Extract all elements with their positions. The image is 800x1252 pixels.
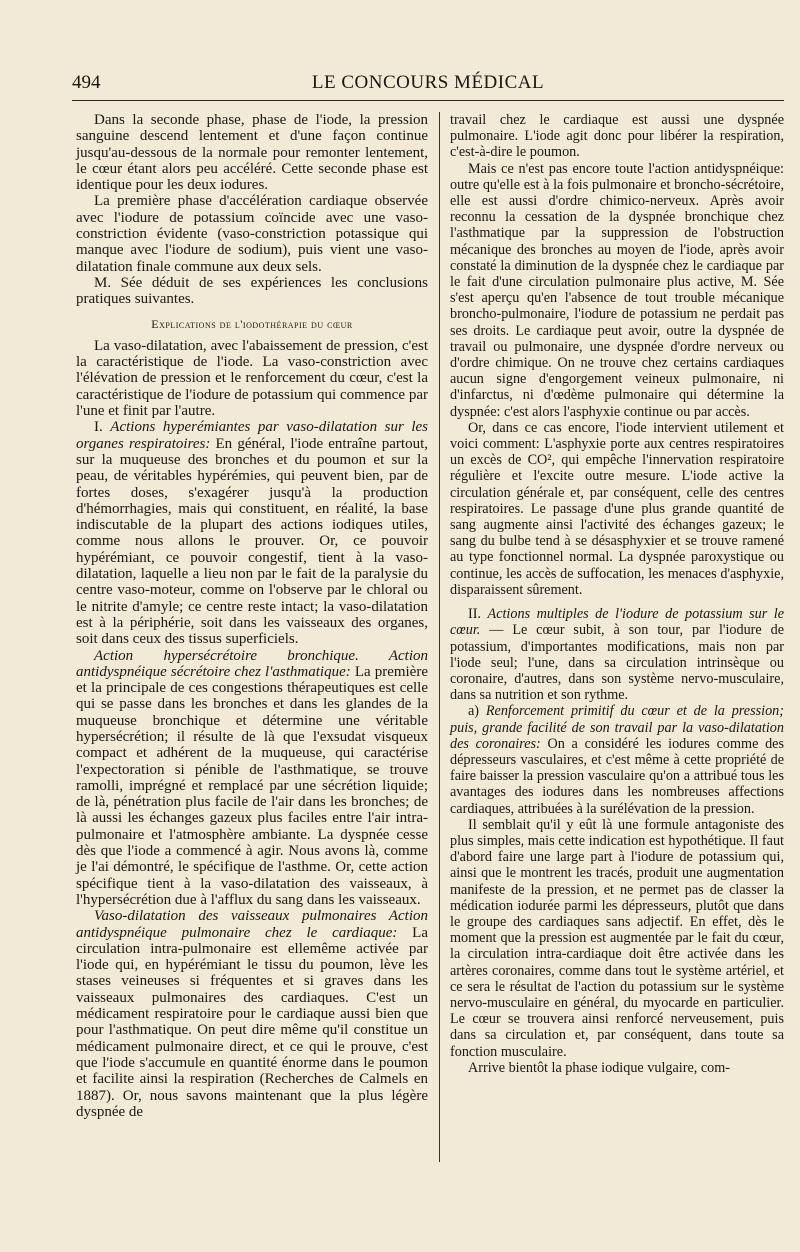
right-column — [450, 112, 784, 1076]
subsection-letter: a) — [468, 703, 486, 720]
paragraph — [76, 908, 428, 1120]
subsection-title: Vaso-dilatation des vaisseaux pulmonaires Action antidyspnéique pulmonaire chez le cardiaque: — [76, 908, 428, 941]
paragraph — [450, 606, 784, 703]
page-number: 494 — [72, 72, 101, 93]
section-number: II. — [468, 606, 488, 623]
subsection-title: Action hypersécrétoire bronchique. Action antidyspnéique sécrétoire chez l'asthmatique: — [76, 647, 428, 680]
paragraph: Arrive bientôt la phase iodique vulgaire, com- — [468, 1059, 730, 1076]
paragraph-text: En général, l'iode entraîne partout, sur la muqueuse des bronches et du poumon et sur la peau, de véritables hypérémies, qui peuvent bien, par de fortes doses, s'exagérer jusqu'à la production d'hémorrhagies, mais qui constituent, en réalité, la base indiscutable de la plupart des actions iodiques utiles, comme nous allons le prouver. Or, ce pouvoir hypérémiant, ce pouvoir congestif, tient à la vaso-dilatation, laquelle a lieu non par le fait de la paralysie du centre vaso-moteur, comme on l'observe par le chloral ou le nitrite d'amyle; ce centre reste intact; la vaso-dilatation est à la périphérie, soit dans les vaisseaux des organes, soit dans ceux des tissus superficiels. — [76, 435, 428, 648]
paragraph: Or, dans ce cas encore, l'iode intervient utilement et voici comment: L'asphyxie porte aux centres respiratoires un excès de CO², qui empêche l'innervation respiratoire régulière et l'excite outre mesure. L'iode active la circulation générale et, par conséquent, celle des centres respiratoires. Le passage d'une plus grande quantité de sang augmente ainsi l'activité des échanges gazeux; le sang du bulbe tend à se désasphyxier et se trouve ramené au type fonctionnel normal. La dyspnée paroxystique ou continue, les accès de suffocation, les menaces d'asphyxie, disparaissent sûrement. — [450, 419, 784, 598]
header-rule — [72, 100, 784, 101]
paragraph: La première phase d'accélération cardiaque observée avec l'iodure de potassium coïncide avec une vaso-constriction évidente (vaso-constriction potassique qui manque avec l'iodure de sodium), puis vient une vaso-dilatation finale commune aux deux sels. — [76, 193, 428, 275]
column-separator — [439, 112, 440, 1162]
paragraph-text: La circulation intra-pulmonaire est ellemême activée par l'iode qui, en hypérémiant le tissu du poumon, lève les stases veineuses si fréquentes et si graves dans les vaisseaux pulmonaires des cardiaques. C'est un médicament respiratoire pour le cardiaque aussi bien que pour l'asthmatique. On peut dire même qu'il constitue un médicament pulmonaire direct, et ce qui le prouve, c'est que l'iode s'accumule en quantité énorme dans le poumon et facilite ainsi la respiration (Recherches de Calmels en 1887). Or, nous savons maintenant que la plus légère dyspnée de — [76, 924, 428, 1120]
paragraph: M. Sée déduit de ses expériences les conclusions pratiques suivantes. — [76, 274, 428, 308]
left-column — [76, 112, 428, 1120]
paragraph — [76, 648, 428, 909]
paragraph: travail chez le cardiaque est aussi une dyspnée pulmonaire. L'iode agit donc pour libérer la respiration, c'est-à-dire le poumon. — [450, 112, 784, 161]
paragraph — [76, 419, 428, 647]
paragraph: Dans la seconde phase, phase de l'iode, la pression sanguine descend lentement et d'une façon continue jusqu'au-dessous de la normale pour remonter lentement, le cœur étant alors peu accéléré. Cette seconde phase est identique pour les deux iodures. — [76, 112, 428, 194]
subsection-title: Renforcement primitif du cœur et de la pression; puis, grande facilité de son travail par la vaso-dilatation des coronaires: — [450, 703, 784, 752]
section-number: I. — [94, 419, 111, 436]
journal-title: LE CONCOURS MÉDICAL — [311, 72, 545, 93]
paragraph-text: On a considéré les iodures comme des dépresseurs vasculaires, et c'est même à cette propriété de faire baisser la pression vasculaire qu'on a attribué tous les avantages des iodures dans les nombreuses affections cardiaques, attribuées à la surélévation de la pression. — [450, 735, 784, 817]
paragraph — [450, 703, 784, 816]
paragraph: Il semblait qu'il y eût là une formule antagoniste des plus simples, mais cette indication est hypothétique. Il faut d'abord faire une large part à l'iodure de potassium qui, ainsi que le montrent les tracés, produit une augmentation manifeste de la pression, et ne permet pas de classer la médication iodurée parmi les dépresseurs, plutôt que dans le groupe des cardiaques sans adjectif. En effet, dès le moment que la pression est augmentée par le fait du cœur, la circulation intra-cardiaque doit être activée dans les artères coronaires, comme dans tout le système artériel, et ce sera le résultat de l'action du potassium sur le système nervo-musculaire en général, du myocarde en particulier. Le cœur se trouvera ainsi renforcé nerveusement, puis dans sa circulation et, par conséquent, dans toute sa fonction musculaire. — [450, 816, 784, 1060]
spacer — [450, 598, 784, 606]
subsection-title: Actions multiples de l'iodure de potassium sur le cœur. — [450, 606, 784, 639]
paragraph-text: — Le cœur subit, à son tour, par l'iodure de potassium, d'importantes modifications, mais non par l'iode seul; l'une, dans sa circulation intrinsèque ou coronaire, d'autres, dans son système nervo-musculaire, dans sa nutrition et son rythme. — [450, 622, 784, 704]
section-title: Explications de l'iodothérapie du cœur — [151, 316, 353, 331]
paragraph-text: La première et la principale de ces congestions thérapeutiques est celle qui se passe dans les bronches et dans les glandes de la muqueuse bronchique et détermine une véritable hypersécrétion; il résulte de là que l'exsudat visqueux compact et adhérent de la muqueuse, qui caractérise l'expectoration si pénible de l'asthmatique, se trouve ramolli, imprégné et remplacé par une sécrétion liquide; de là, pénétration plus facile de l'air dans les bronches; de là aussi les échanges gazeux plus faciles entre l'air intra-pulmonaire et l'atmosphère ambiante. La dyspnée cesse dès que l'iode a commencé à agir. Nous avons là, comme je l'ai démontré, le spécifique de l'asthme. Or, cette action spécifique tient à la vaso-dilatation des vaisseaux, à l'hypersécrétion due à l'afflux du sang dans les vaisseaux. — [76, 663, 428, 908]
page-header — [72, 68, 784, 98]
subsection-title: Actions hyperémiantes par vaso-dilatation sur les organes respiratoires: — [76, 419, 428, 452]
paragraph: Mais ce n'est pas encore toute l'action antidyspnéique: outre qu'elle est à la fois pulmonaire et broncho-sécrétoire, elle est aussi d'ordre chimico-nerveux. Après avoir reconnu la cessation de la dyspnée bronchique chez l'asthmatique par la suppression de l'obstruction mécanique des bronches au moyen de l'iode, après avoir constaté la diminution de la dyspnée chez le cardiaque par le fait d'une circulation pulmonaire plus active, M. Sée s'est aperçu qu'en l'absence de tout trouble mécanique broncho-pulmonaire, l'iodure de potassium ne perdait pas ses droits. Le cardiaque peut avoir, outre la dyspnée de travail ou pulmonaire, une dyspnée d'ordre nerveux ou d'ordre chimique. On ne trouve chez certains cardiaques aucun signe d'engorgement veineux pulmonaire, ni d'infarctus, ni d'œdème pulmonaire qui détermine la dyspnée: c'est alors l'asphyxie continue ou par accès. — [450, 160, 784, 420]
paragraph: La vaso-dilatation, avec l'abaissement de pression, c'est la caractéristique de l'iode. La vaso-constriction avec l'élévation de pression et le renforcement du cœur, c'est la caractéristique de l'iodure de potassium qui commence par l'une et finit par l'autre. — [76, 337, 428, 420]
